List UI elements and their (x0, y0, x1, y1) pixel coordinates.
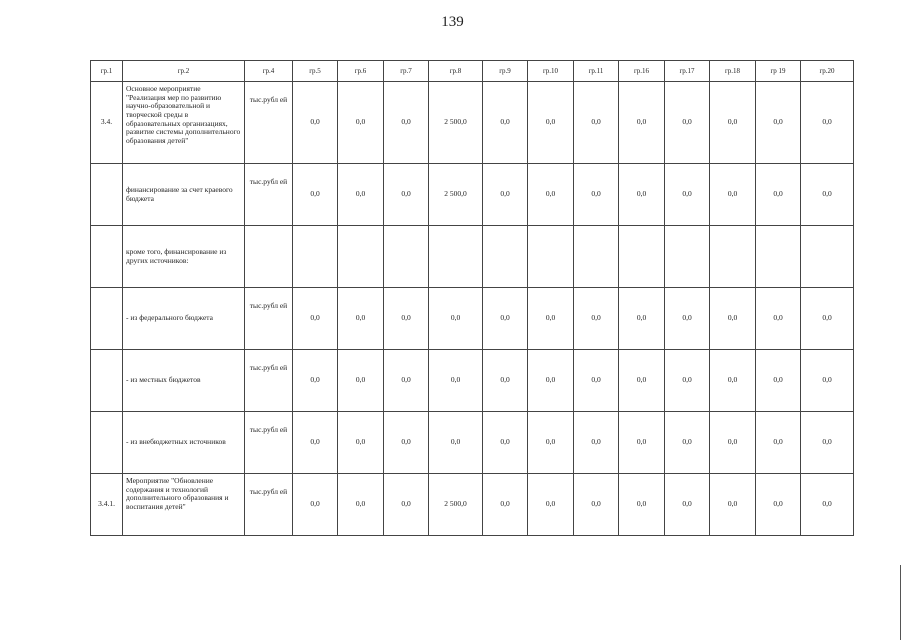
table-row (91, 288, 854, 350)
value-cell: 0,0 (801, 412, 854, 474)
value-cell: 0,0 (338, 164, 384, 226)
value-cell: 0,0 (574, 412, 619, 474)
table-row (91, 474, 854, 536)
value-cell: 0,0 (483, 412, 528, 474)
value-cell: 0,0 (528, 350, 574, 412)
table-row (91, 82, 854, 164)
value-cell (574, 226, 619, 288)
row-number: 3.4. (91, 82, 123, 164)
value-cell (801, 226, 854, 288)
value-cell: 0,0 (756, 350, 801, 412)
row-number (91, 226, 123, 288)
page-edge-mark (900, 565, 901, 640)
table-row (91, 350, 854, 412)
value-cell: 0,0 (338, 288, 384, 350)
column-header: гр.4 (245, 61, 293, 82)
table-row (91, 164, 854, 226)
column-header: гр.5 (293, 61, 338, 82)
column-header: гр.10 (528, 61, 574, 82)
value-cell: 0,0 (665, 82, 710, 164)
value-cell: 0,0 (528, 412, 574, 474)
row-description: Основное мероприятие "Реализация мер по развитию научно-образовательной и творческой среды в образовательных организациях, развитие системы дополнительного образования детей" (123, 82, 245, 164)
value-cell: 0,0 (528, 82, 574, 164)
value-cell (756, 226, 801, 288)
value-cell: 0,0 (665, 288, 710, 350)
value-cell: 0,0 (756, 164, 801, 226)
value-cell: 0,0 (574, 164, 619, 226)
header-row (91, 61, 854, 82)
column-header: гр.18 (710, 61, 756, 82)
value-cell: 0,0 (710, 474, 756, 536)
value-cell: 0,0 (483, 164, 528, 226)
value-cell: 0,0 (293, 350, 338, 412)
value-cell: 0,0 (429, 350, 483, 412)
value-cell (619, 226, 665, 288)
column-header: гр.17 (665, 61, 710, 82)
page-number: 139 (441, 14, 464, 30)
value-cell: 0,0 (801, 164, 854, 226)
column-header: гр 19 (756, 61, 801, 82)
value-cell (483, 226, 528, 288)
value-cell: 0,0 (429, 412, 483, 474)
value-cell: 0,0 (710, 412, 756, 474)
row-description: финансирование за счет краевого бюджета (123, 164, 245, 226)
value-cell: 0,0 (293, 412, 338, 474)
table-row (91, 412, 854, 474)
value-cell: 0,0 (528, 164, 574, 226)
row-description: - из внебюджетных источников (123, 412, 245, 474)
row-number (91, 288, 123, 350)
value-cell: 0,0 (483, 82, 528, 164)
value-cell: 0,0 (528, 474, 574, 536)
value-cell: 0,0 (619, 82, 665, 164)
value-cell (665, 226, 710, 288)
value-cell: 0,0 (665, 350, 710, 412)
value-cell: 0,0 (801, 82, 854, 164)
value-cell: 0,0 (293, 288, 338, 350)
row-unit: тыс.рубл ей (245, 164, 293, 226)
value-cell: 0,0 (338, 350, 384, 412)
value-cell: 0,0 (619, 288, 665, 350)
value-cell: 0,0 (801, 350, 854, 412)
row-unit: тыс.рубл ей (245, 412, 293, 474)
value-cell: 0,0 (619, 412, 665, 474)
value-cell (338, 226, 384, 288)
column-header: гр.2 (123, 61, 245, 82)
row-number (91, 412, 123, 474)
row-description: Мероприятие "Обновление содержания и технологий дополнительного образования и воспитания детей" (123, 474, 245, 536)
column-header: гр.9 (483, 61, 528, 82)
value-cell: 0,0 (384, 474, 429, 536)
value-cell: 0,0 (756, 474, 801, 536)
value-cell: 0,0 (384, 164, 429, 226)
value-cell: 0,0 (665, 474, 710, 536)
row-unit: тыс.рубл ей (245, 474, 293, 536)
value-cell: 0,0 (801, 474, 854, 536)
value-cell: 2 500,0 (429, 82, 483, 164)
value-cell: 0,0 (756, 412, 801, 474)
value-cell: 0,0 (483, 288, 528, 350)
value-cell: 0,0 (338, 82, 384, 164)
row-unit: тыс.рубл ей (245, 82, 293, 164)
column-header: гр.1 (91, 61, 123, 82)
value-cell: 0,0 (338, 412, 384, 474)
table-row (91, 226, 854, 288)
value-cell: 0,0 (293, 164, 338, 226)
value-cell: 0,0 (483, 350, 528, 412)
value-cell: 2 500,0 (429, 164, 483, 226)
value-cell: 0,0 (756, 82, 801, 164)
value-cell: 0,0 (429, 288, 483, 350)
value-cell: 0,0 (384, 350, 429, 412)
value-cell: 0,0 (384, 288, 429, 350)
value-cell: 0,0 (384, 82, 429, 164)
value-cell: 0,0 (293, 82, 338, 164)
value-cell: 0,0 (574, 474, 619, 536)
value-cell: 0,0 (801, 288, 854, 350)
row-description: - из федерального бюджета (123, 288, 245, 350)
value-cell: 0,0 (483, 474, 528, 536)
row-number (91, 164, 123, 226)
value-cell: 0,0 (384, 412, 429, 474)
value-cell: 0,0 (710, 350, 756, 412)
row-description: - из местных бюджетов (123, 350, 245, 412)
column-header: гр.6 (338, 61, 384, 82)
value-cell: 0,0 (293, 474, 338, 536)
row-number (91, 350, 123, 412)
value-cell (710, 226, 756, 288)
value-cell: 0,0 (574, 82, 619, 164)
value-cell: 0,0 (710, 288, 756, 350)
value-cell: 0,0 (619, 350, 665, 412)
value-cell: 0,0 (619, 474, 665, 536)
value-cell: 2 500,0 (429, 474, 483, 536)
row-unit (245, 226, 293, 288)
column-header: гр.11 (574, 61, 619, 82)
value-cell: 0,0 (665, 164, 710, 226)
value-cell: 0,0 (619, 164, 665, 226)
value-cell: 0,0 (756, 288, 801, 350)
column-header: гр.7 (384, 61, 429, 82)
value-cell: 0,0 (528, 288, 574, 350)
row-description: кроме того, финансирование из других источников: (123, 226, 245, 288)
value-cell: 0,0 (574, 288, 619, 350)
value-cell: 0,0 (338, 474, 384, 536)
value-cell: 0,0 (710, 82, 756, 164)
value-cell: 0,0 (710, 164, 756, 226)
value-cell (293, 226, 338, 288)
row-unit: тыс.рубл ей (245, 350, 293, 412)
row-unit: тыс.рубл ей (245, 288, 293, 350)
value-cell: 0,0 (574, 350, 619, 412)
value-cell (429, 226, 483, 288)
value-cell: 0,0 (665, 412, 710, 474)
value-cell (528, 226, 574, 288)
column-header: гр.16 (619, 61, 665, 82)
row-number: 3.4.1. (91, 474, 123, 536)
column-header: гр.8 (429, 61, 483, 82)
column-header: гр.20 (801, 61, 854, 82)
budget-table (90, 60, 854, 536)
value-cell (384, 226, 429, 288)
